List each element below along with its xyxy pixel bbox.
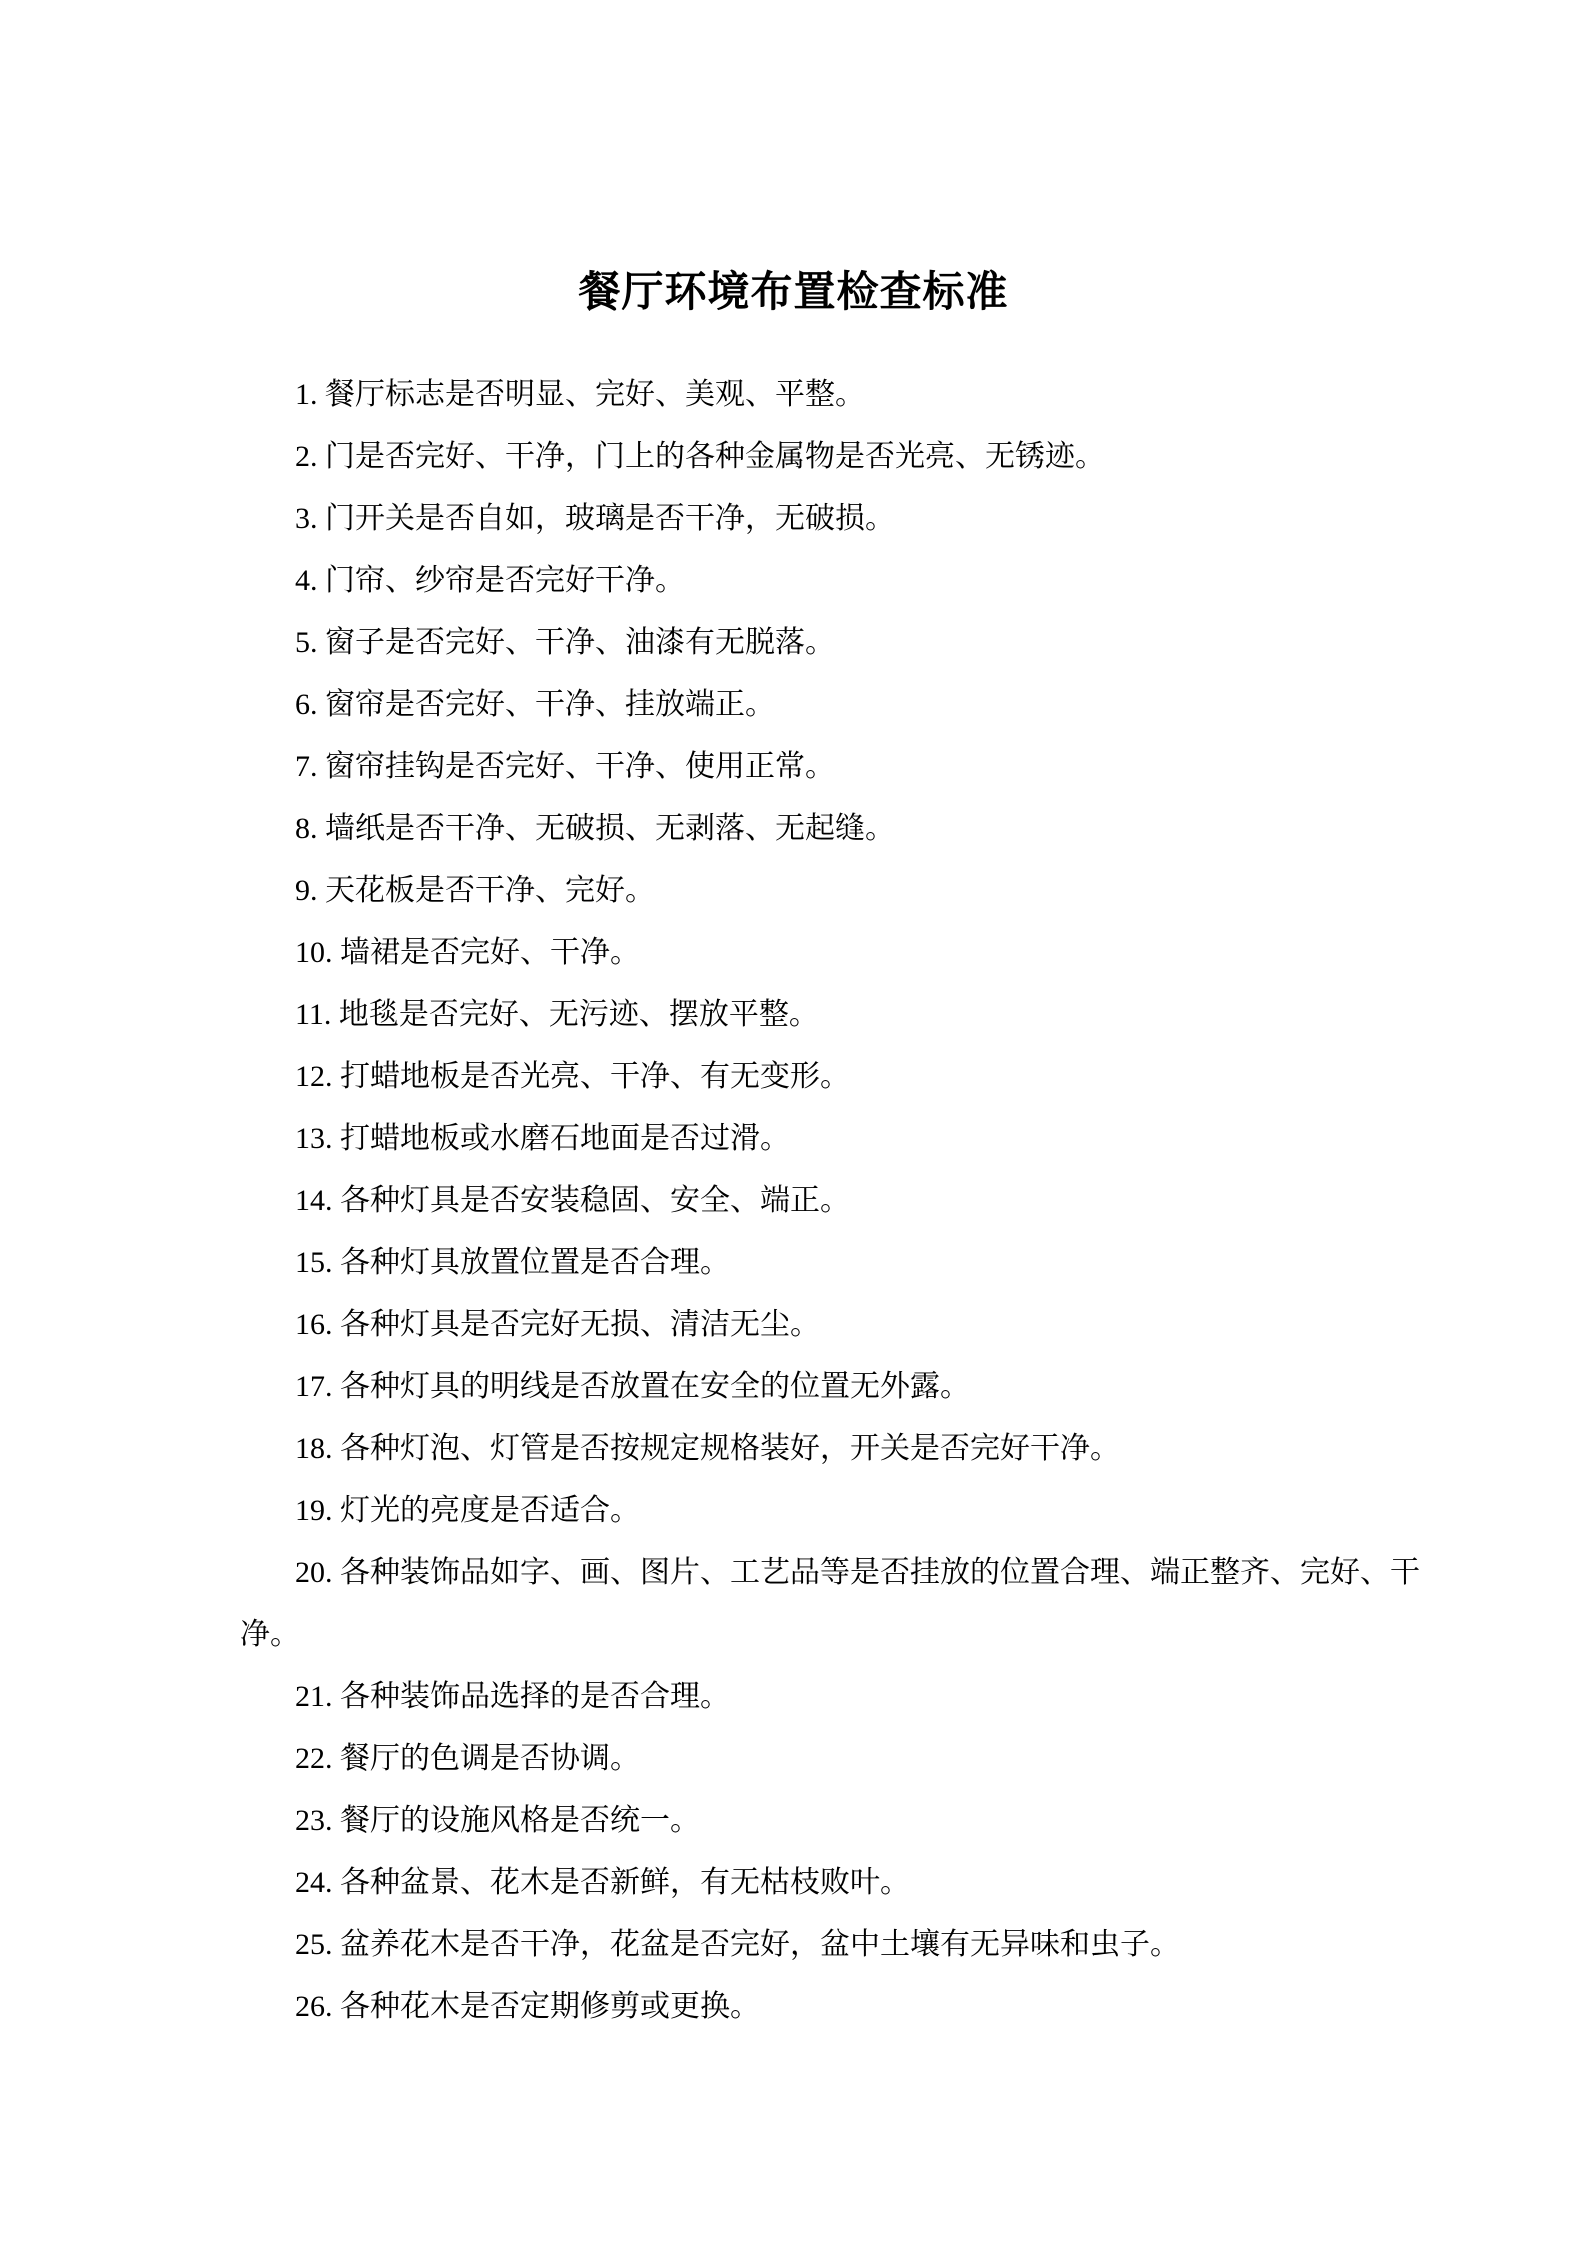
checklist-item-8: 8. 墙纸是否干净、无破损、无剥落、无起缝。 — [295, 812, 895, 845]
checklist-item-12: 12. 打蜡地板是否光亮、干净、有无变形。 — [295, 1060, 850, 1093]
checklist-item-21: 21. 各种装饰品选择的是否合理。 — [295, 1680, 730, 1713]
checklist-item-15: 15. 各种灯具放置位置是否合理。 — [295, 1246, 730, 1279]
checklist-item-2: 2. 门是否完好、干净，门上的各种金属物是否光亮、无锈迹。 — [295, 440, 1105, 473]
checklist-item-16: 16. 各种灯具是否完好无损、清洁无尘。 — [295, 1308, 820, 1341]
checklist-item-5: 5. 窗子是否完好、干净、油漆有无脱落。 — [295, 626, 835, 659]
checklist-item-24: 24. 各种盆景、花木是否新鲜，有无枯枝败叶。 — [295, 1866, 910, 1899]
checklist-item-14: 14. 各种灯具是否安装稳固、安全、端正。 — [295, 1184, 850, 1217]
checklist-item-4: 4. 门帘、纱帘是否完好干净。 — [295, 564, 685, 597]
checklist-item-17: 17. 各种灯具的明线是否放置在安全的位置无外露。 — [295, 1370, 970, 1403]
checklist-item-3: 3. 门开关是否自如，玻璃是否干净，无破损。 — [295, 502, 895, 535]
checklist-item-26: 26. 各种花木是否定期修剪或更换。 — [295, 1990, 760, 2023]
checklist-item-13: 13. 打蜡地板或水磨石地面是否过滑。 — [295, 1122, 790, 1155]
checklist-item-18: 18. 各种灯泡、灯管是否按规定规格装好，开关是否完好干净。 — [295, 1432, 1120, 1465]
checklist-item-23: 23. 餐厅的设施风格是否统一。 — [295, 1804, 700, 1837]
checklist-item-22: 22. 餐厅的色调是否协调。 — [295, 1742, 640, 1775]
checklist-item-9: 9. 天花板是否干净、完好。 — [295, 874, 655, 907]
checklist-item-19: 19. 灯光的亮度是否适合。 — [295, 1494, 640, 1527]
checklist — [240, 364, 1430, 2038]
document-title: 餐厅环境布置检查标准 — [578, 270, 1009, 316]
checklist-item-6: 6. 窗帘是否完好、干净、挂放端正。 — [295, 688, 775, 721]
checklist-item-7: 7. 窗帘挂钩是否完好、干净、使用正常。 — [295, 750, 835, 783]
checklist-item-20: 20. 各种装饰品如字、画、图片、工艺品等是否挂放的位置合理、端正整齐、完好、干净。 — [240, 1556, 1420, 1651]
checklist-item-10: 10. 墙裙是否完好、干净。 — [295, 936, 640, 969]
checklist-item-25: 25. 盆养花木是否干净，花盆是否完好，盆中土壤有无异味和虫子。 — [295, 1928, 1180, 1961]
checklist-item-11: 11. 地毯是否完好、无污迹、摆放平整。 — [295, 998, 819, 1031]
checklist-item-1: 1. 餐厅标志是否明显、完好、美观、平整。 — [295, 378, 865, 411]
